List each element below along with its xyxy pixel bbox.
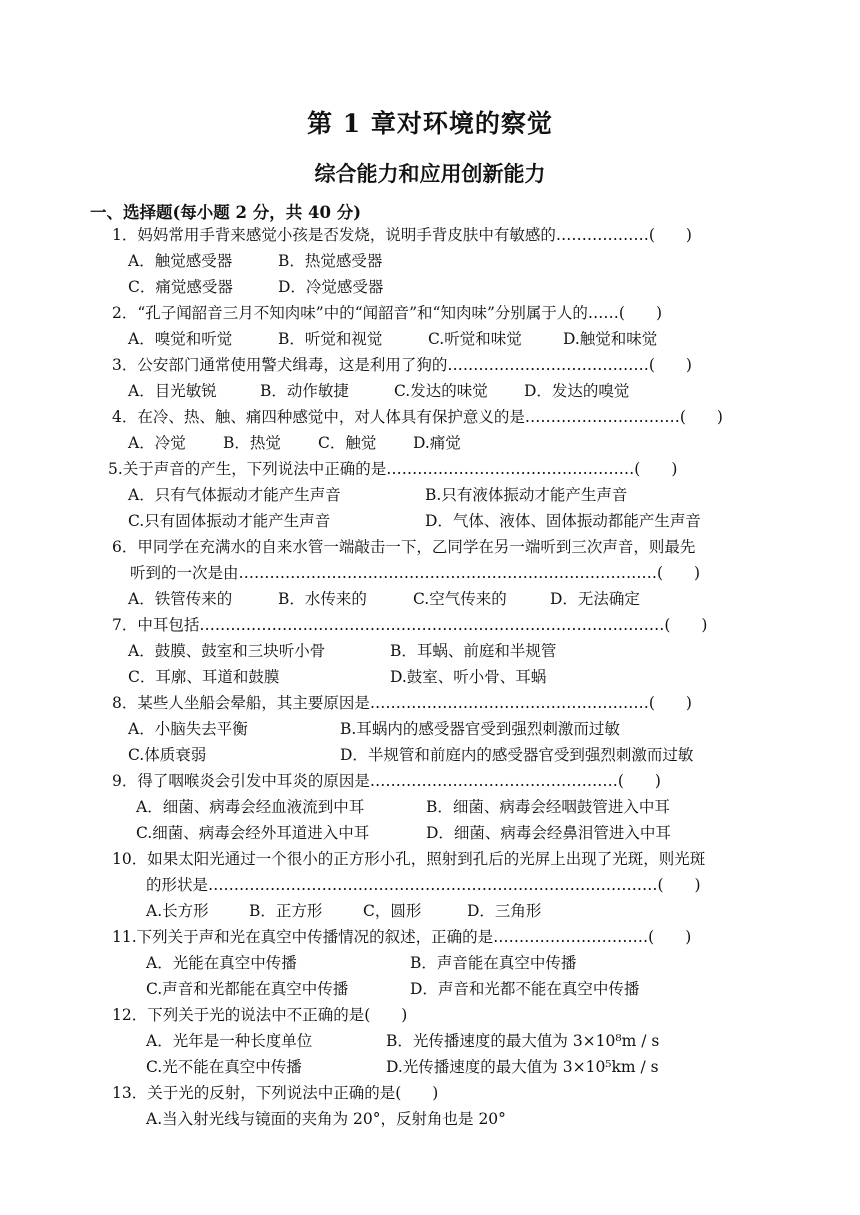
option-c: C，圆形 bbox=[363, 902, 422, 920]
question-9 bbox=[0, 768, 860, 846]
section-heading: 一、选择题(每小题 2 分，共 40 分) bbox=[90, 203, 362, 222]
question-10 bbox=[0, 846, 860, 924]
question-13 bbox=[0, 1080, 860, 1132]
option-d: D．无法确定 bbox=[550, 590, 640, 608]
question-stem: 9．得了咽喉炎会引发中耳炎的原因是…………………………………………( ) bbox=[112, 772, 661, 790]
question-4 bbox=[0, 404, 860, 456]
option-a: A．冷觉 bbox=[128, 434, 186, 452]
option-b: B.耳蜗内的感受器官受到强烈刺激而过敏 bbox=[340, 720, 620, 738]
option-a: A．鼓膜、鼓室和三块听小骨 bbox=[128, 642, 326, 660]
option-a: A．小脑失去平衡 bbox=[128, 720, 248, 738]
option-b: B．热觉 bbox=[223, 434, 281, 452]
page-title: 第 1 章对环境的察觉 bbox=[307, 109, 553, 138]
option-c: C.听觉和味觉 bbox=[428, 330, 522, 348]
option-d: D.光传播速度的最大值为 3×10⁵km / s bbox=[386, 1058, 659, 1076]
question-7 bbox=[0, 612, 860, 690]
option-a: A．目光敏锐 bbox=[128, 382, 217, 400]
option-b: B．细菌、病毒会经咽鼓管进入中耳 bbox=[426, 798, 670, 816]
option-b: B．热觉感受器 bbox=[278, 252, 383, 270]
option-b: B．水传来的 bbox=[278, 590, 367, 608]
option-c: C.光不能在真空中传播 bbox=[146, 1058, 302, 1076]
option-b: B．声音能在真空中传播 bbox=[410, 954, 577, 972]
question-stem: 2．“孔子闻韶音三月不知肉味”中的“闻韶音”和“知肉味”分别属于人的……( ) bbox=[112, 304, 663, 322]
option-c: C.声音和光都能在真空中传播 bbox=[146, 980, 349, 998]
option-c: C.发达的味觉 bbox=[394, 382, 488, 400]
option-a: A.当入射光线与镜面的夹角为 20°，反射角也是 20° bbox=[146, 1110, 506, 1128]
question-stem: 4．在冷、热、触、痛四种感觉中，对人体具有保护意义的是…………………………( ) bbox=[112, 408, 723, 426]
option-b: B．正方形 bbox=[249, 902, 323, 920]
option-b: B．耳蜗、前庭和半规管 bbox=[390, 642, 557, 660]
option-c: C.空气传来的 bbox=[413, 590, 507, 608]
option-c: C.细菌、病毒会经外耳道进入中耳 bbox=[136, 824, 370, 842]
question-stem: 11.下列关于声和光在真空中传播情况的叙述，正确的是…………………………( ) bbox=[112, 928, 692, 946]
question-6 bbox=[0, 534, 860, 612]
question-11 bbox=[0, 924, 860, 1002]
question-5 bbox=[0, 456, 860, 534]
option-d: D.痛觉 bbox=[413, 434, 461, 452]
question-12 bbox=[0, 1002, 860, 1080]
option-c: C．痛觉感受器 bbox=[128, 278, 233, 296]
question-stem-continued: 听到的一次是由………………………………………………………………………( ) bbox=[130, 564, 701, 582]
question-stem: 7．中耳包括………………………………………………………………………………( ) bbox=[112, 616, 708, 634]
option-c: C．触觉 bbox=[318, 434, 377, 452]
option-b: B．光传播速度的最大值为 3×10⁸m / s bbox=[386, 1032, 660, 1050]
option-a: A．光年是一种长度单位 bbox=[146, 1032, 313, 1050]
question-stem-continued: 的形状是……………………………………………………………………………( ) bbox=[146, 876, 701, 894]
option-c: C.体质衰弱 bbox=[128, 746, 207, 764]
option-b: B．动作敏捷 bbox=[260, 382, 349, 400]
option-d: D．声音和光都不能在真空中传播 bbox=[410, 980, 640, 998]
question-stem: 12．下列关于光的说法中不正确的是( ) bbox=[112, 1006, 408, 1024]
option-d: D.触觉和味觉 bbox=[563, 330, 658, 348]
question-stem: 8．某些人坐船会晕船，其主要原因是………………………………………………( ) bbox=[112, 694, 692, 712]
question-list bbox=[0, 222, 860, 1132]
option-b: B.只有液体振动才能产生声音 bbox=[425, 486, 628, 504]
question-1 bbox=[0, 222, 860, 300]
option-c: C．耳廓、耳道和鼓膜 bbox=[128, 668, 280, 686]
option-a: A．铁管传来的 bbox=[128, 590, 233, 608]
question-stem: 3．公安部门通常使用警犬缉毒，这是利用了狗的…………………………………( ) bbox=[112, 356, 692, 374]
option-a: A．光能在真空中传播 bbox=[146, 954, 297, 972]
option-a: A.长方形 bbox=[146, 902, 209, 920]
option-c: C.只有固体振动才能产生声音 bbox=[128, 512, 331, 530]
question-stem: 1．妈妈常用手背来感觉小孩是否发烧，说明手背皮肤中有敏感的………………( ) bbox=[112, 226, 692, 244]
question-stem: 13．关于光的反射，下列说法中正确的是( ) bbox=[112, 1084, 439, 1102]
option-d: D．气体、液体、固体振动都能产生声音 bbox=[425, 512, 701, 530]
option-d: D．发达的嗅觉 bbox=[524, 382, 630, 400]
question-3 bbox=[0, 352, 860, 404]
option-a: A．嗅觉和听觉 bbox=[128, 330, 233, 348]
question-8 bbox=[0, 690, 860, 768]
option-a: A．细菌、病毒会经血液流到中耳 bbox=[136, 798, 365, 816]
option-d: D．细菌、病毒会经鼻泪管进入中耳 bbox=[426, 824, 671, 842]
option-d: D．半规管和前庭内的感受器官受到强烈刺激而过敏 bbox=[340, 746, 694, 764]
question-stem: 6．甲同学在充满水的自来水管一端敲击一下，乙同学在另一端听到三次声音，则最先 bbox=[112, 538, 696, 556]
option-a: A．触觉感受器 bbox=[128, 252, 233, 270]
question-2 bbox=[0, 300, 860, 352]
option-d: D.鼓室、听小骨、耳蜗 bbox=[390, 668, 547, 686]
question-stem: 5.关于声音的产生，下列说法中正确的是…………………………………………( ) bbox=[108, 460, 678, 478]
option-a: A．只有气体振动才能产生声音 bbox=[128, 486, 341, 504]
option-d: D．冷觉感受器 bbox=[278, 278, 384, 296]
option-d: D．三角形 bbox=[467, 902, 542, 920]
page-subtitle: 综合能力和应用创新能力 bbox=[314, 161, 546, 186]
option-b: B．听觉和视觉 bbox=[278, 330, 383, 348]
question-stem: 10．如果太阳光通过一个很小的正方形小孔，照射到孔后的光屏上出现了光斑，则光斑 bbox=[112, 850, 706, 868]
